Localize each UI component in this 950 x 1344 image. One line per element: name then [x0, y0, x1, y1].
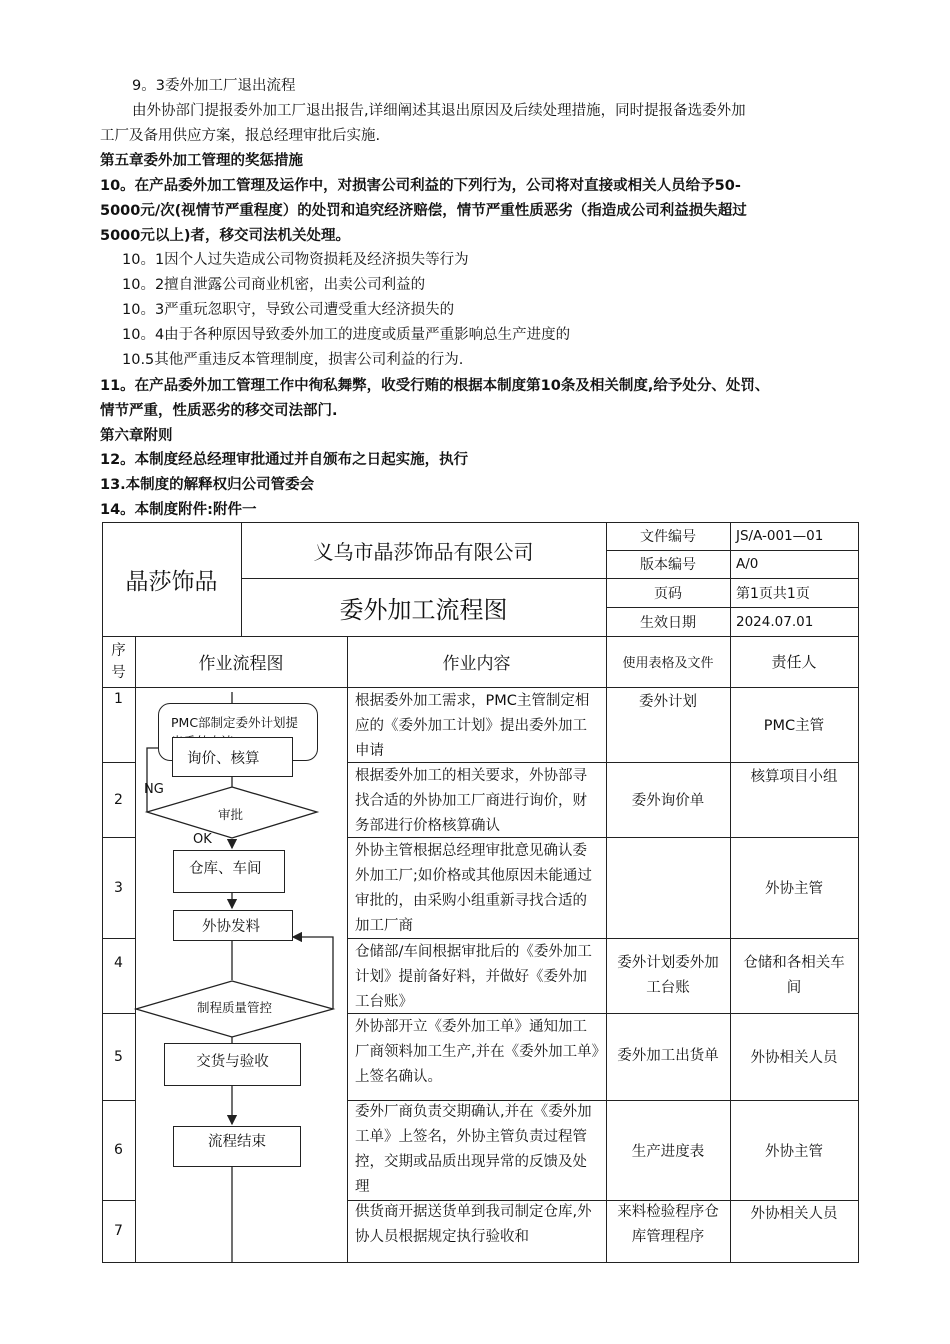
row-content: 仓储部/车间根据审批后的《委外加工计划》提前备好料，并做好《委外加工台账》 — [355, 944, 592, 1010]
flow-ok-label: OK — [193, 832, 212, 847]
column-header-forms: 使用表格及文件 — [622, 656, 714, 671]
flow-quality-label: 制程质量管控 — [197, 1000, 273, 1015]
article-10-5: 10.5其他严重违反本管理制度，损害公司利益的行为. — [122, 352, 464, 368]
flow-delivery-box: 交货与验收 — [164, 1043, 301, 1086]
article-10-line2: 5000元/次(视情节严重程度）的处罚和追究经济赔偿，情节严重性质恶劣（指造成公司利益损失超过 — [100, 203, 747, 219]
row-owner: 外协主管 — [765, 1143, 823, 1160]
row-number: 3 — [114, 879, 123, 896]
article-10-line1: 10。在产品委外加工管理及运作中，对损害公司利益的下列行为，公司将对直接或相关人员给予50- — [100, 178, 741, 194]
column-header-flow: 作业流程图 — [198, 654, 284, 674]
row-owner: 外协相关人员 — [750, 1050, 838, 1066]
row-content: 供货商开据送货单到我司制定仓库,外协人员根据规定执行验收和 — [355, 1204, 592, 1245]
flow-ng-label: NG — [144, 782, 164, 797]
page-label: 页码 — [654, 585, 682, 602]
row-owner: PMC主管 — [763, 718, 825, 734]
file-number-value: JS/A-001—01 — [736, 528, 824, 544]
section-9-3: 9。3委外加工厂退出流程 — [132, 78, 296, 94]
article-11-line1: 11。在产品委外加工管理工作中徇私舞弊，收受行贿的根据本制度第10条及相关制度,给予处分、处罚、 — [100, 378, 770, 394]
article-10-line3: 5000元以上)者，移交司法机关处理。 — [100, 228, 350, 244]
row-number: 2 — [114, 791, 123, 808]
row-content: 根据委外加工的相关要求，外协部寻找合适的外协加工厂商进行询价，财务部进行价格核算确认 — [355, 768, 587, 834]
paragraph-9-3-line2: 工厂及备用供应方案，报总经理审批后实施. — [100, 128, 381, 144]
row-owner: 外协主管 — [765, 881, 823, 897]
article-11-line2: 情节严重，性质恶劣的移交司法部门. — [100, 403, 338, 419]
row-number: 6 — [114, 1142, 123, 1158]
file-number-label: 文件编号 — [640, 529, 696, 545]
page-value: 第1页共1页 — [736, 585, 810, 602]
article-14: 14。本制度附件:附件一 — [100, 502, 257, 518]
flow-end-box: 流程结束 — [173, 1126, 301, 1167]
article-10-2: 10。2擅自泄露公司商业机密，出卖公司利益的 — [122, 277, 426, 293]
chapter-5-heading: 第五章委外加工管理的奖惩措施 — [100, 153, 303, 169]
row-forms: 委外计划 — [639, 694, 697, 710]
article-10-4: 10。4由于各种原因导致委外加工的进度或质量严重影响总生产进度的 — [122, 327, 571, 343]
row-content: 根据委外加工需求，PMC主管制定相应的《委外加工计划》提出委外加工申请 — [355, 693, 590, 759]
row-owner: 仓储和各相关车间 — [743, 954, 845, 996]
row-number: 7 — [114, 1223, 123, 1239]
flow-start-label: PMC部制定委外计划提 — [171, 715, 299, 730]
row-forms: 委外计划委外加工台账 — [617, 954, 719, 996]
effective-date-value: 2024.07.01 — [736, 613, 814, 630]
paragraph-9-3-line1: 由外协部门提报委外加工厂退出报告,详细阐述其退出原因及后续处理措施，同时提报备选委外加 — [132, 103, 746, 119]
column-header-content: 作业内容 — [442, 654, 511, 674]
document-title: 委外加工流程图 — [339, 595, 508, 624]
flow-approval-label: 审批 — [218, 807, 244, 822]
flow-warehouse-box: 仓库、车间 — [173, 850, 285, 893]
company-name: 义乌市晶莎饰品有限公司 — [313, 539, 534, 564]
row-number: 5 — [114, 1048, 123, 1065]
row-content: 外协部开立《委外加工单》通知加工厂商领料加工生产,并在《委外加工单》上签名确认。 — [355, 1019, 599, 1085]
article-12: 12。本制度经总经理审批通过并自颁布之日起实施，执行 — [100, 452, 469, 468]
flow-issue-box: 外协发料 — [173, 910, 293, 941]
version-label: 版本编号 — [640, 557, 696, 573]
row-forms: 生产进度表 — [631, 1143, 705, 1160]
article-10-3: 10。3严重玩忽职守，导致公司遭受重大经济损失的 — [122, 302, 455, 318]
row-forms: 委外加工出货单 — [617, 1048, 719, 1064]
row-number: 4 — [114, 955, 123, 971]
brand-name: 晶莎饰品 — [125, 568, 218, 595]
row-content: 委外厂商负责交期确认,并在《委外加工单》上签名，外协主管负责过程管控，交期或品质出现异常的反馈及处理 — [355, 1104, 592, 1195]
flow-inquiry-box: 询价、核算 — [172, 737, 293, 777]
row-forms: 委外询价单 — [631, 793, 705, 809]
row-number: 1 — [114, 691, 123, 707]
version-value: A/0 — [736, 556, 759, 572]
column-header-seq: 序号 — [111, 642, 126, 681]
article-13: 13.本制度的解释权归公司管委会 — [100, 477, 315, 493]
chapter-6-heading: 第六章附则 — [100, 428, 173, 444]
row-forms: 来料检验程序仓库管理程序 — [617, 1204, 719, 1245]
row-content: 外协主管根据总经理审批意见确认委外加工厂;如价格或其他原因未能通过审批的，由采购小组重新寻找合适的加工厂商 — [355, 843, 592, 934]
row-owner: 核算项目小组 — [750, 769, 838, 785]
column-header-owner: 责任人 — [771, 653, 817, 671]
row-owner: 外协相关人员 — [750, 1206, 838, 1222]
effective-date-label: 生效日期 — [640, 614, 696, 631]
article-10-1: 10。1因个人过失造成公司物资损耗及经济损失等行为 — [122, 252, 469, 268]
